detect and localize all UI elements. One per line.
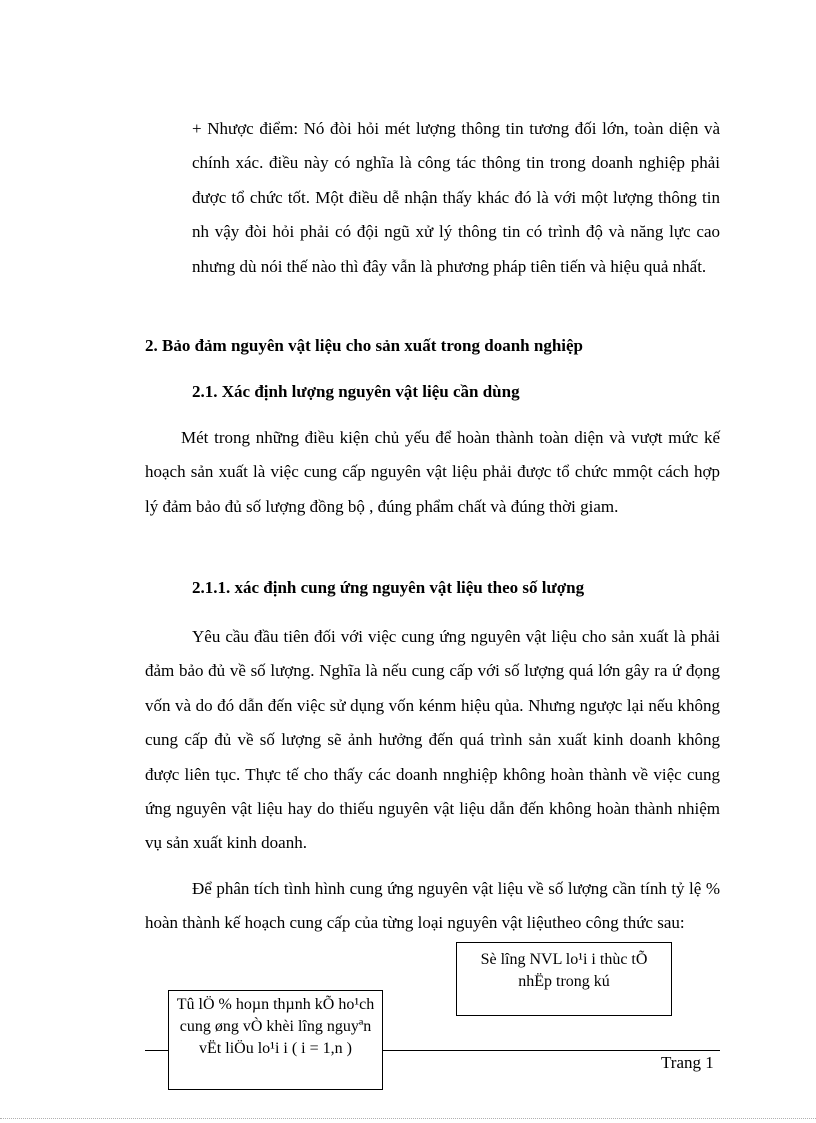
- footer-rule-right: [383, 1050, 720, 1051]
- page-number: Trang 1: [661, 1053, 714, 1072]
- formula-numerator-text: Sè lîng NVL lo¹i i thùc tÕ nhËp trong kú: [480, 951, 648, 990]
- footer-rule-left: [145, 1050, 169, 1051]
- formula-numerator-box: [456, 942, 672, 1016]
- formula-ratio-text: Tû lÖ % hoµn thµnh kÕ ho¹ch cung øng vÒ khèi lîng nguyªn vËt liÖu lo¹i i ( i = 1,n ): [176, 996, 375, 1057]
- heading-section-2: 2. Bảo đảm nguyên vật liệu cho sản xuất trong doanh nghiệp: [145, 336, 584, 355]
- paragraph-formula-intro: Để phân tích tình hình cung ứng nguyên vật liệu về số lượng cần tính tỷ lệ % hoàn thành kế hoạch cung cấp của từng loại nguyên vật liệutheo công thức sau:: [145, 879, 720, 933]
- paragraph-quantity-requirement: Yêu cầu đầu tiên đối với việc cung ứng nguyên vật liệu cho sản xuất là phải đảm bảo đủ về số lượng. Nghĩa là nếu cung cấp với số lượng quá lớn gây ra ứ đọng vốn và do đó dẫn đến việc sử dụng vốn kénm hiệu qủa. Nhưng ngược lại nếu không cung cấp đủ về số lượng sẽ ảnh hưởng đến quá trình sản xuất kinh doanh không được liên tục. Thực tế cho thấy các doanh nnghiệp không hoàn thành về việc cung ứng nguyên vật liệu hay do thiếu nguyên vật liệu dẫn đến không hoàn thành nhiệm vụ sản xuất kinh doanh.: [145, 627, 720, 853]
- heading-section-2-1-1: 2.1.1. xác định cung ứng nguyên vật liệu theo số lượng: [192, 578, 585, 597]
- paragraph-disadvantage: + Nhược điểm: Nó đòi hỏi mét lượng thông tin tương đối lớn, toàn diện và chính xác. điều này có nghĩa là công tác thông tin trong doanh nghiệp phải được tổ chức tốt. Một điều dễ nhận thấy khác đó là với một lượng thông tin nh vậy đòi hỏi phải có đội ngũ xử lý thông tin có trình độ và năng lực cao nhưng dù nói thế nào thì đây vẫn là phương pháp tiên tiến và hiệu quả nhất.: [192, 119, 720, 276]
- formula-ratio-box: [168, 990, 383, 1090]
- paragraph-supply-conditions: Mét trong những điều kiện chủ yếu để hoàn thành toàn diện và vượt mức kế hoạch sản xuất là việc cung cấp nguyên vật liệu phải được tổ chức mmột cách hợp lý đảm bảo đủ số lượng đồng bộ , đúng phẩm chất và đúng thời giam.: [145, 428, 720, 516]
- heading-section-2-1: 2.1. Xác định lượng nguyên vật liệu cần dùng: [192, 382, 520, 401]
- page-bottom-border: [0, 1118, 816, 1119]
